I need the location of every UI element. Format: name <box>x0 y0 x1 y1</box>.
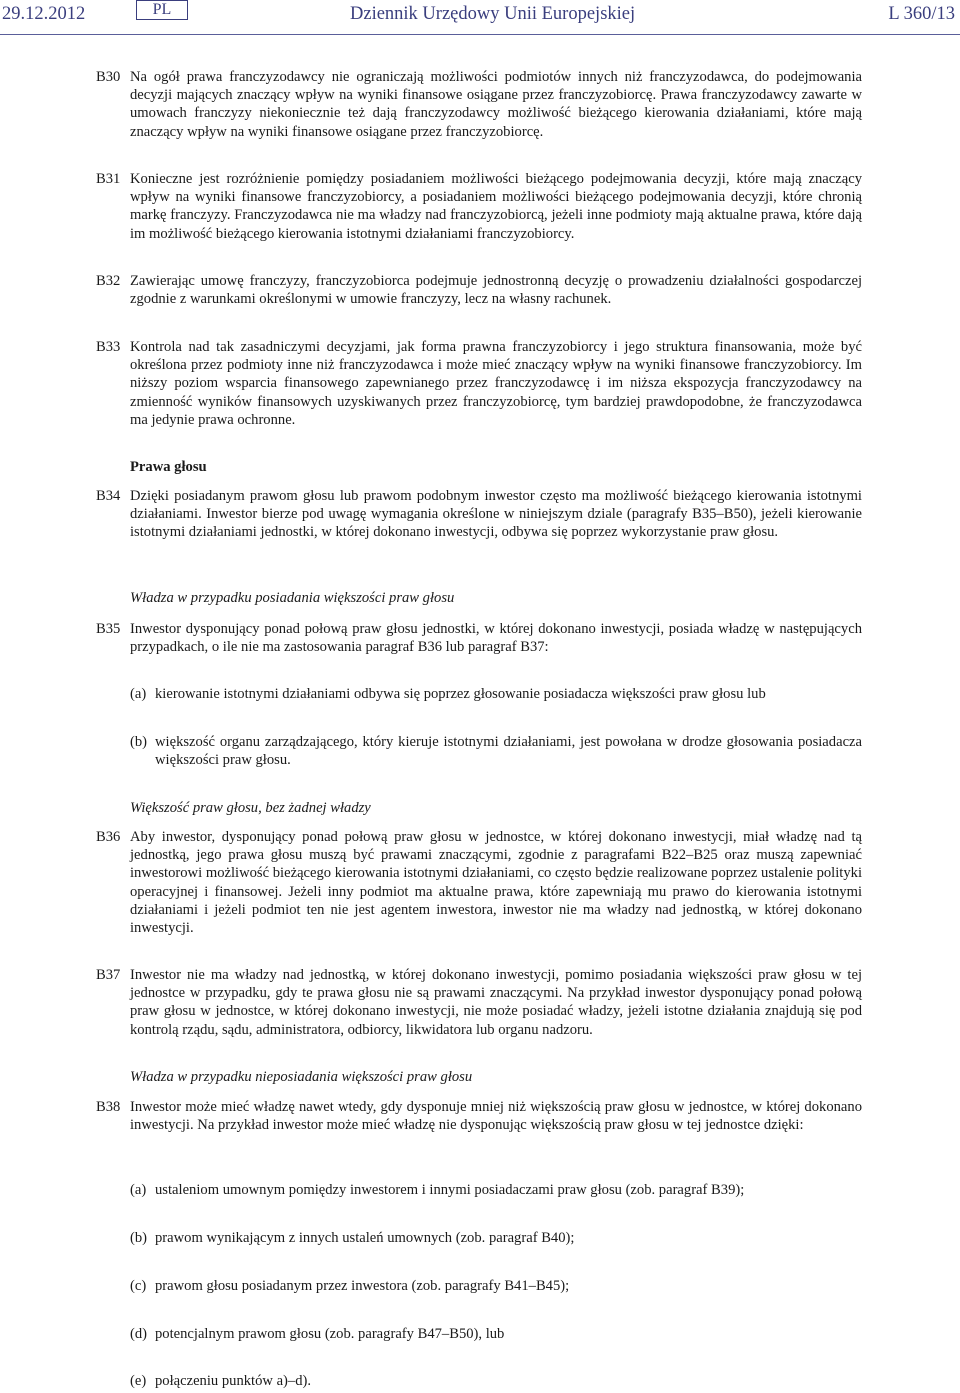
paragraph-b33: Kontrola nad tak zasadniczymi decyzjami, jak forma prawna franczyzobiorcy i jego struktura finansowania, może być określona przez podmioty inne niż franczyzodawca i może mieć znaczący wpływ na wyniki finansowe franczyzobiorcy. Im niższy poziom wsparcia finansowego zapewnianego przez franczyzodawcę i im niższa ekspozycja franczyzodawcy na zmienność wyników finansowych uzyskiwanych przez franczyzobiorcę, tym bardziej prawdopodobne, że franczyzodawca ma jedynie prawa ochronne. <box>130 339 862 428</box>
list-item-label: (d) <box>130 1326 148 1342</box>
paragraph-number: B36 <box>96 829 121 845</box>
paragraph-number: B31 <box>96 171 121 187</box>
page-header <box>0 0 960 34</box>
paragraph-number: B35 <box>96 621 121 637</box>
paragraph-number: B37 <box>96 967 121 983</box>
subsection-heading: Władza w przypadku posiadania większości praw głosu <box>130 590 455 606</box>
list-item: kierowanie istotnymi działaniami odbywa się poprzez głosowanie posiadacza większości praw głosu lub <box>155 686 766 702</box>
list-item-label: (c) <box>130 1278 147 1294</box>
list-item: ustaleniom umownym pomiędzy inwestorem i innymi posiadaczami praw głosu (zob. paragraf B39); <box>155 1182 745 1198</box>
list-item: prawom głosu posiadanym przez inwestora (zob. paragrafy B41–B45); <box>155 1278 570 1294</box>
language-badge: PL <box>136 0 188 20</box>
paragraph-b31: Konieczne jest rozróżnienie pomiędzy posiadaniem możliwości bieżącego podejmowania decyzji, które mają znaczący wpływ na wyniki finansowe franczyzobiorcy, a posiadaniem możliwości bieżącego podejmowania decyzji, które chronią markę franczyzy. Franczyzodawca nie ma władzy nad franczyzobiorcą, jeżeli inne podmioty mają aktualne prawa, które dają im możliwość bieżącego kierowania istotnymi działaniami franczyzobiorcy. <box>130 171 862 242</box>
list-item-label: (b) <box>130 734 148 750</box>
paragraph-number: B34 <box>96 488 121 504</box>
paragraph-b30: Na ogół prawa franczyzodawcy nie ograniczają możliwości podmiotów innych niż franczyzodawca, do podejmowania decyzji mających znaczący wpływ na wyniki finansowe osiągane przez franczyzobiorcę. Prawa franczyzodawcy zawarte w umowach franczyzy niekoniecznie też dają franczyzodawcy możliwość bieżącego kierowania działaniami, które mają znaczący wpływ na wyniki finansowe osiągane przez franczyzobiorcę. <box>130 69 862 140</box>
paragraph-b36: Aby inwestor, dysponujący ponad połową praw głosu w jednostce, w której dokonano inwestycji, miał władzę nad tą jednostką, jego prawa głosu muszą być prawami znaczącymi, zgodnie z paragrafami B22–B25 oraz muszą zapewniać inwestorowi możliwość bieżącego kierowania istotnymi działaniami, co często będzie realizowane poprzez ustalenie polityki operacyjnej i finansowej. Jeżeli inny podmiot ma aktualne prawa, które zapewniają mu prawo do kierowania istotnymi działaniami i jeżeli podmiot ten nie jest agentem inwestora, inwestor nie ma władzy nad jednostką, w której dokonano inwestycji. <box>130 829 862 937</box>
subsection-heading: Władza w przypadku nieposiadania większości praw głosu <box>130 1069 473 1085</box>
list-item: połączeniu punktów a)–d). <box>155 1373 312 1389</box>
section-heading: Prawa głosu <box>130 459 207 475</box>
subsection-heading: Większość praw głosu, bez żadnej władzy <box>130 800 371 816</box>
paragraph-b37: Inwestor nie ma władzy nad jednostką, w której dokonano inwestycji, pomimo posiadania większości praw głosu w tej jednostce w przypadku, gdy te prawa głosu nie są prawami znaczącymi. Na przykład inwestor dysponujący ponad połową praw głosu w jednostce, w której dokonano inwestycji, nie może posiadać władzy, jeżeli istotne działania znajdują się pod kontrolą rządu, sądu, administratora, odbiorcy, likwidatora lub organu nadzoru. <box>130 967 862 1038</box>
paragraph-b32: Zawierając umowę franczyzy, franczyzobiorca podejmuje jednostronną decyzję o prowadzeniu działalności gospodarczej zgodnie z warunkami określonymi w umowie franczyzy, lecz na własny rachunek. <box>130 273 862 308</box>
list-item: większość organu zarządzającego, który kieruje istotnymi działaniami, jest powołana w drodze głosowania posiadacza większości praw głosu. <box>155 734 862 769</box>
page-number: L 360/13 <box>888 4 955 24</box>
paragraph-number: B30 <box>96 69 121 85</box>
list-item-label: (a) <box>130 686 147 702</box>
paragraph-number: B38 <box>96 1099 121 1115</box>
list-item-label: (e) <box>130 1373 147 1389</box>
list-item: potencjalnym prawom głosu (zob. paragrafy B47–B50), lub <box>155 1326 505 1342</box>
paragraph-b35: Inwestor dysponujący ponad połową praw głosu jednostki, w której dokonano inwestycji, posiada władzę w następujących przypadkach, o ile nie ma zastosowania paragraf B36 lub paragraf B37: <box>130 621 862 656</box>
journal-title: Dziennik Urzędowy Unii Europejskiej <box>350 4 636 24</box>
list-item-label: (a) <box>130 1182 147 1198</box>
list-item-label: (b) <box>130 1230 148 1246</box>
paragraph-b34: Dzięki posiadanym prawom głosu lub prawom podobnym inwestor często ma możliwość bieżącego kierowania istotnymi działaniami. Inwestor bierze pod uwagę wymagania określone w niniejszym dziale (paragrafy B35–B50), jeżeli kierowanie istotnymi działaniami jednostki, w której dokonano inwestycji, odbywa się poprzez wykorzystanie praw głosu. <box>130 488 862 541</box>
publication-date: 29.12.2012 <box>2 4 86 24</box>
header-divider <box>0 34 960 35</box>
list-item: prawom wynikającym z innych ustaleń umownych (zob. paragraf B40); <box>155 1230 575 1246</box>
paragraph-number: B33 <box>96 339 121 355</box>
paragraph-number: B32 <box>96 273 121 289</box>
paragraph-b38: Inwestor może mieć władzę nawet wtedy, gdy dysponuje mniej niż większością praw głosu w jednostce, w której dokonano inwestycji. Na przykład inwestor może mieć władzę nie dysponując większością praw głosu w tej jednostce dzięki: <box>130 1099 862 1134</box>
